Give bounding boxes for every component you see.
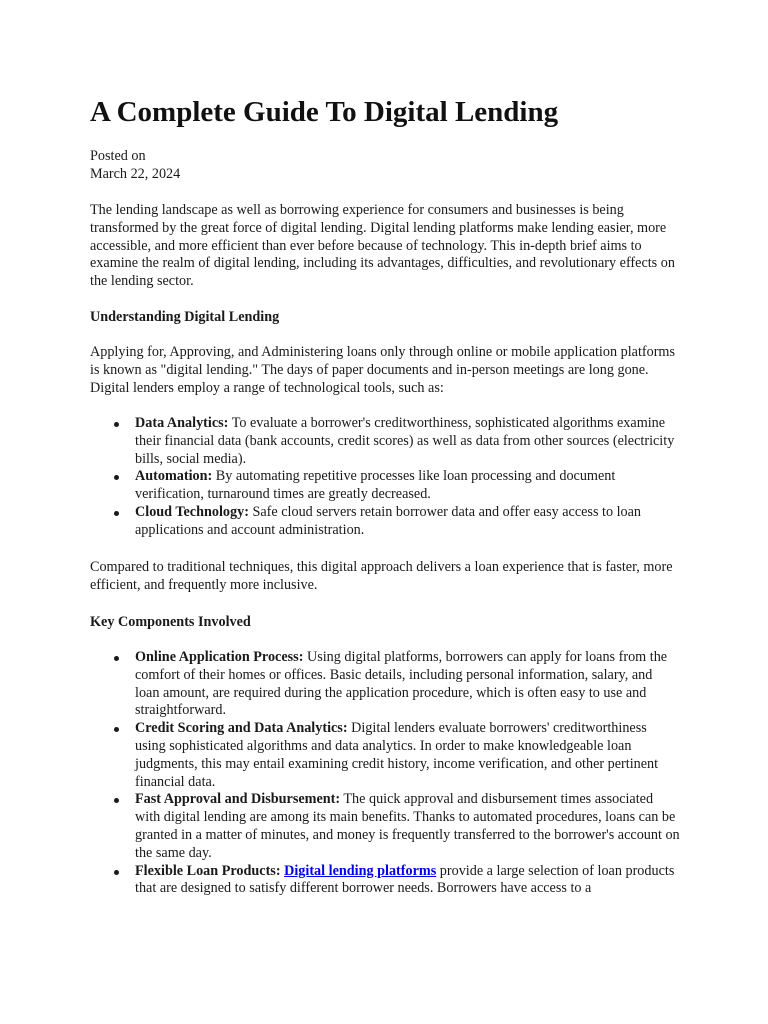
list-item-text: By automating repetitive processes like loan processing and document verification, turnaround times are greatly decreased.: [135, 468, 616, 503]
list-item: [90, 649, 680, 720]
page-title: A Complete Guide To Digital Lending: [90, 96, 559, 128]
bullet-icon: [114, 798, 119, 803]
list-item-term: Fast Approval and Disbursement:: [135, 791, 341, 808]
list-item-text: To evaluate a borrower's creditworthiness, sophisticated algorithms examine their financial data (bank accounts, credit scores) as well as data from other sources (electricity bills, social media).: [135, 415, 675, 467]
section1-paragraph: [90, 344, 680, 397]
section-heading-understanding: Understanding Digital Lending: [90, 309, 280, 325]
bullet-icon: [114, 656, 119, 661]
post-meta: [90, 147, 180, 183]
list-item-text: The quick approval and disbursement times associated with digital lending are among its main benefits. Thanks to automated procedures, loans can be granted in a matter of minutes, and money is frequently transferred to the borrower's account on the same day.: [135, 791, 680, 861]
posted-label: Posted on: [90, 148, 146, 164]
bullet-icon: [114, 475, 119, 480]
list-item: [90, 720, 680, 791]
list-item: [90, 863, 680, 899]
list-item-term: Automation:: [135, 468, 213, 485]
list-item: [90, 415, 680, 468]
section1-text: Applying for, Approving, and Administering loans only through online or mobile application platforms is known as "digital lending." The days of paper documents and in-person meetings are long gone. Digital lenders employ a range of technological tools, such as:: [90, 344, 675, 396]
section1-closing: [90, 559, 680, 595]
posted-date: March 22, 2024: [90, 166, 181, 182]
list-item-term: Credit Scoring and Data Analytics:: [135, 720, 348, 737]
bullet-icon: [114, 422, 119, 427]
list-item-text: Safe cloud servers retain borrower data and offer easy access to loan applications and account administration.: [135, 503, 642, 538]
section1-closing-text: Compared to traditional techniques, this digital approach delivers a loan experience that is faster, more efficient, and frequently more inclusive.: [90, 559, 673, 593]
list-item-term: Flexible Loan Products:: [135, 862, 281, 879]
list-item-term: Cloud Technology:: [135, 503, 249, 520]
intro-text: The lending landscape as well as borrowing experience for consumers and businesses is being transformed by the great force of digital lending. Digital lending platforms make lending easier, more accessible, and more efficient than ever before because of technology. This in-depth brief aims to examine the realm of digital lending, including its advantages, difficulties, and revolutionary effects on the lending sector.: [90, 202, 675, 290]
components-list: [90, 649, 680, 898]
section-heading-components: Key Components Involved: [90, 614, 251, 630]
intro-paragraph: [90, 202, 680, 291]
list-item-text: provide a large selection of loan products that are designed to satisfy different borrower needs. Borrowers have access to a: [135, 862, 675, 897]
bullet-icon: [114, 870, 119, 875]
bullet-icon: [114, 511, 119, 516]
list-item: [90, 791, 680, 862]
list-item-text: Digital lenders evaluate borrowers' creditworthiness using sophisticated algorithms and data analytics. In order to make knowledgeable loan judgments, this may entail examining credit history, income verification, and other pertinent financial data.: [135, 720, 659, 790]
digital-lending-platforms-link[interactable]: Digital lending platforms: [284, 862, 437, 879]
bullet-icon: [114, 727, 119, 732]
list-item-term: Online Application Process:: [135, 649, 304, 665]
list-item: [90, 504, 680, 540]
list-item-text: Using digital platforms, borrowers can apply for loans from the comfort of their homes or offices. Basic details, including personal information, salary, and loan amount, are required during the application procedure, which is often easy to use and straightforward.: [135, 649, 668, 719]
list-item: [90, 468, 680, 504]
tools-list: [90, 415, 680, 540]
list-item-term: Data Analytics:: [135, 415, 229, 431]
